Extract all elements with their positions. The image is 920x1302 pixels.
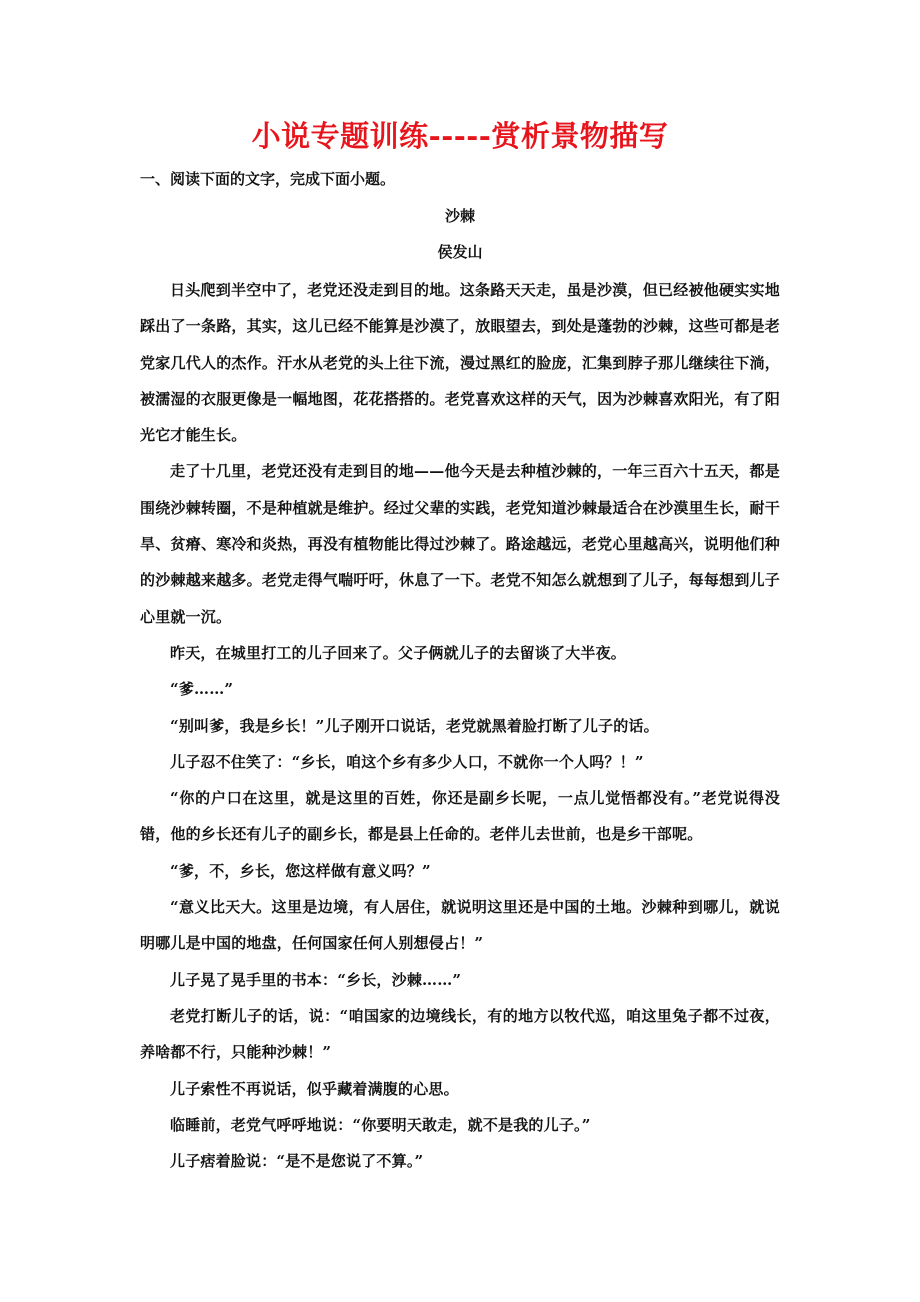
story-author: 侯发山 bbox=[437, 243, 483, 261]
paragraph: 儿子忍不住笑了：“乡长，咱这个乡有多少人口，不就你一个人吗？！” bbox=[170, 752, 644, 771]
paragraph: 儿子痞着脸说：“是不是您说了不算。” bbox=[170, 1152, 424, 1171]
paragraph: 儿子索性不再说话，似乎藏着满腹的心思。 bbox=[170, 1079, 459, 1098]
story-title: 沙棘 bbox=[444, 207, 475, 225]
paragraph: 日头爬到半空中了，老党还没走到目的地。这条路天天走，虽是沙漠，但已经被他硬实实地踩出了一条路，其实，这儿已经不能算是沙漠了，放眼望去，到处是蓬勃的沙棘，这些可都是老党家几代人的杰作。汗水从老党的头上往下流，漫过黑红的脸庞，汇集到脖子那儿继续往下淌，被濡湿的衣服更像是一幅地图，花花搭搭的。老党喜欢这样的天气，因为沙棘喜欢阳光，有了阳光它才能生长。 bbox=[140, 281, 780, 445]
paragraph: 儿子晃了晃手里的书本：“乡长，沙棘……” bbox=[170, 970, 462, 989]
document-title: 小说专题训练-----赏析景物描写 bbox=[251, 119, 669, 153]
paragraph: 老党打断儿子的话，说：“咱国家的边境线长，有的地方以牧代巡，咱这里兔子都不过夜，养啥都不行，只能种沙棘！” bbox=[140, 1006, 780, 1062]
paragraph: 走了十几里，老党还没有走到目的地——他今天是去种植沙棘的，一年三百六十五天，都是围绕沙棘转圈，不是种植就是维护。经过父辈的实践，老党知道沙棘最适合在沙漠里生长，耐干旱、贫瘠、寒冷和炎热，再没有植物能比得过沙棘了。路途越远，老党心里越高兴，说明他们种的沙棘越来越多。老党走得气喘吁吁，休息了一下。老党不知怎么就想到了儿子，每每想到儿子心里就一沉。 bbox=[140, 462, 780, 626]
story-body bbox=[140, 272, 780, 1179]
paragraph: 临睡前，老党气呼呼地说：“你要明天敢走，就不是我的儿子。” bbox=[170, 1115, 591, 1134]
paragraph: 昨天，在城里打工的儿子回来了。父子俩就儿子的去留谈了大半夜。 bbox=[170, 643, 627, 662]
paragraph: “意义比天大。这里是边境，有人居住，就说明这里还是中国的土地。沙棘种到哪儿，就说明哪儿是中国的地盘，任何国家任何人别想侵占！” bbox=[140, 898, 780, 953]
paragraph: “爹……” bbox=[170, 680, 234, 699]
paragraph: “你的户口在这里，就是这里的百姓，你还是副乡长呢，一点儿觉悟都没有。”老党说得没错，他的乡长还有儿子的副乡长，都是县上任命的。老伴儿去世前，也是乡干部呢。 bbox=[140, 789, 780, 844]
paragraph: “爹，不，乡长，您这样做有意义吗？” bbox=[170, 861, 431, 880]
paragraph: “别叫爹，我是乡长！”儿子刚开口说话，老党就黑着脸打断了儿子的话。 bbox=[170, 716, 659, 735]
question-heading: 一、阅读下面的文字，完成下面小题。 bbox=[140, 170, 396, 188]
